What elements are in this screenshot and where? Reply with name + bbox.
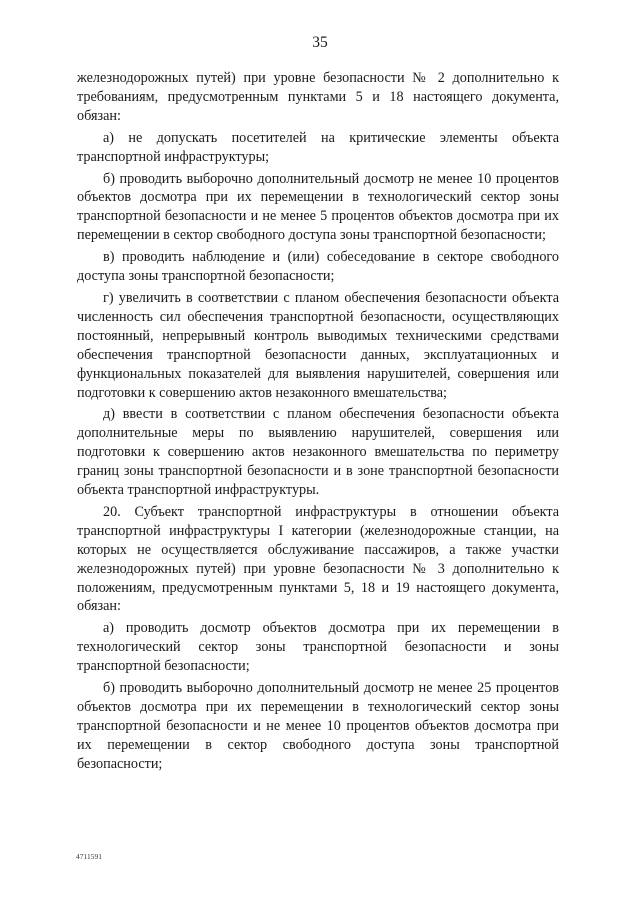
- paragraph-item-d: д) ввести в соответствии с планом обеспечения безопасности объекта дополнительные меры по выявлению нарушителей, совершения или подготовки к совершению актов незаконного вмешательства по периметру границ зоны транспортной безопасности и в зоне транспортной безопасности объекта транспортной инфраструктуры.: [77, 406, 559, 499]
- page-number: 35: [312, 34, 328, 51]
- paragraph-item-b: б) проводить выборочно дополнительный досмотр не менее 10 процентов объектов досмотра при их перемещении в технологический сектор зоны транспортной безопасности и не менее 5 процентов объектов досмотра при их перемещении в сектор свободного доступа зоны транспортной безопасности;: [77, 170, 559, 244]
- paragraph-section-20-item-b: б) проводить выборочно дополнительный досмотр не менее 25 процентов объектов досмотра при их перемещении в технологический сектор зоны транспортной безопасности и не менее 10 процентов объектов досмотра при их перемещении в сектор свободного доступа зоны транспортной безопасности;: [77, 680, 559, 772]
- paragraph-item-a: а) не допускать посетителей на критические элементы объекта транспортной инфраструктуры;: [77, 129, 559, 165]
- paragraph-section-20-item-a: а) проводить досмотр объектов досмотра при их перемещении в технологический сектор зоны транспортной безопасности и зоны транспортной безопасности;: [77, 620, 559, 675]
- paragraph-item-v: в) проводить наблюдение и (или) собеседование в секторе свободного доступа зоны транспортной безопасности;: [77, 249, 559, 285]
- document-body: [77, 69, 559, 777]
- paragraph-item-g: г) увеличить в соответствии с планом обеспечения безопасности объекта численность сил обеспечения транспортной безопасности, осуществляющих постоянный, непрерывный контроль выводимых техническими средствами обеспечения транспортной безопасности данных, эксплуатационных и функциональных показателей для выявления нарушителей, совершения или подготовки к совершению актов незаконного вмешательства;: [77, 289, 559, 401]
- paragraph-continuation: железнодорожных путей) при уровне безопасности № 2 дополнительно к требованиям, предусмотренным пунктами 5 и 18 настоящего документа, обязан:: [77, 70, 559, 124]
- paragraph-section-20: 20. Субъект транспортной инфраструктуры в отношении объекта транспортной инфраструктуры I категории (железнодорожные станции, на которых не осуществляется обслуживание пассажиров, а также участки железнодорожных путей) при уровне безопасности № 3 дополнительно к положениям, предусмотренным пунктами 5, 18 и 19 настоящего документа, обязан:: [77, 503, 559, 615]
- footer-document-code: 4711591: [76, 852, 102, 861]
